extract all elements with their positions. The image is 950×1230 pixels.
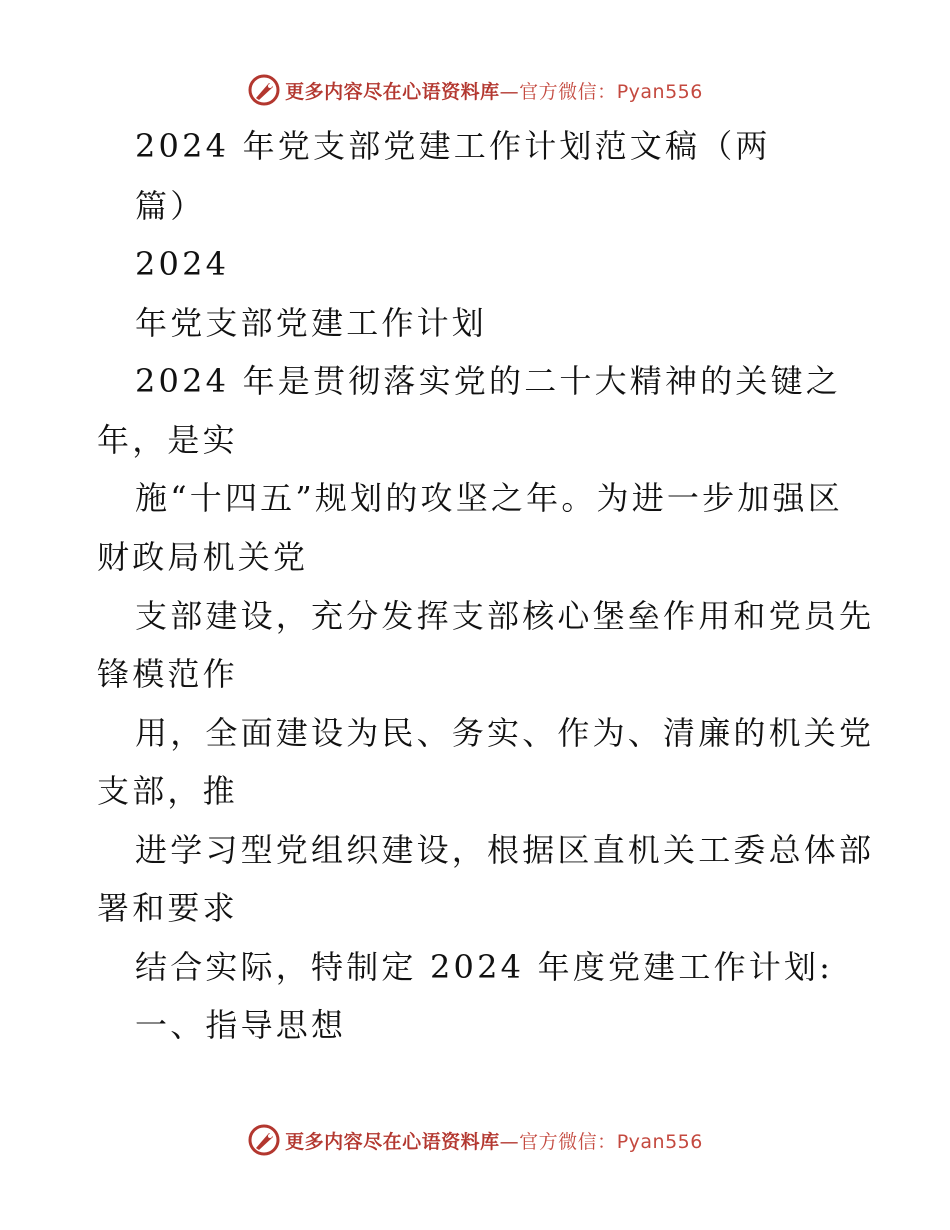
paragraph-line: 年，是实 [97,421,238,459]
paragraph-line: 署和要求 [97,889,238,927]
document-title-cont: 篇） [135,187,206,225]
watermark-banner-bottom [0,1120,950,1160]
section-title: 年党支部党建工作计划 [135,304,488,342]
watermark-text: 更多内容尽在心语资料库—官方微信：Pyan556 [285,1130,703,1153]
paragraph-line: 进学习型党组织建设，根据区直机关工委总体部 [135,831,875,869]
pen-nib-logo-icon [247,73,281,107]
paragraph-line: 结合实际，特制定 2024 年度党建工作计划: [135,948,834,986]
document-title: 2024 年党支部党建工作计划范文稿（两 [135,127,771,165]
paragraph-line: 2024 年是贯彻落实党的二十大精神的关键之 [135,362,842,400]
section-title-year: 2024 [135,245,230,283]
pen-nib-logo-icon [247,1123,281,1157]
watermark-text: 更多内容尽在心语资料库—官方微信：Pyan556 [285,80,703,103]
paragraph-line: 施“十四五”规划的攻坚之年。为进一步加强区 [135,479,843,517]
heading-guiding-ideology: 一、指导思想 [135,1006,347,1044]
watermark-banner-top [0,70,950,110]
paragraph-line: 支部，推 [97,772,238,810]
paragraph-line: 用，全面建设为民、务实、作为、清廉的机关党 [135,714,875,752]
paragraph-line: 锋模范作 [97,655,238,693]
paragraph-line: 支部建设，充分发挥支部核心堡垒作用和党员先 [135,597,875,635]
paragraph-line: 财政局机关党 [97,538,309,576]
